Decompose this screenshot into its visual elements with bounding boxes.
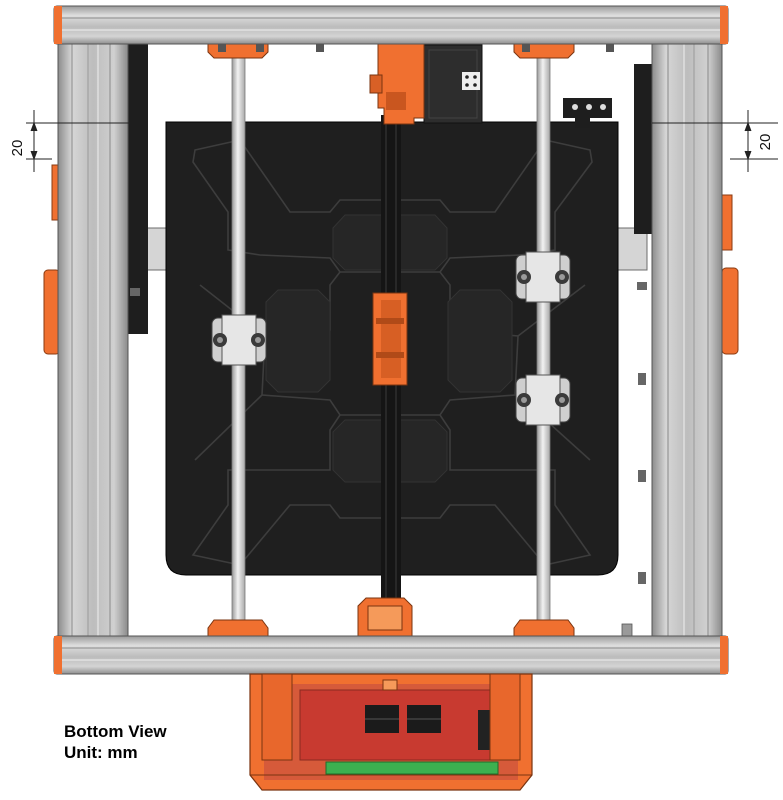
y-stepper-motor (424, 45, 482, 123)
belt-idler (358, 598, 412, 636)
unit-label: Unit: mm (64, 743, 138, 762)
frame-vertical-left (58, 42, 128, 638)
right-offset-dimension: 20 (757, 133, 774, 151)
left-offset-dimension: 20 (9, 139, 26, 157)
view-label: Bottom View (64, 722, 167, 741)
motor-mount (370, 44, 424, 124)
bottom-rod-clamps (208, 620, 632, 636)
belt-holder (373, 293, 407, 385)
view-caption (64, 721, 167, 763)
frame-bottom (54, 636, 728, 674)
frame-vertical-right (652, 42, 722, 638)
electronics-box (250, 674, 532, 790)
frame-top (54, 6, 728, 44)
